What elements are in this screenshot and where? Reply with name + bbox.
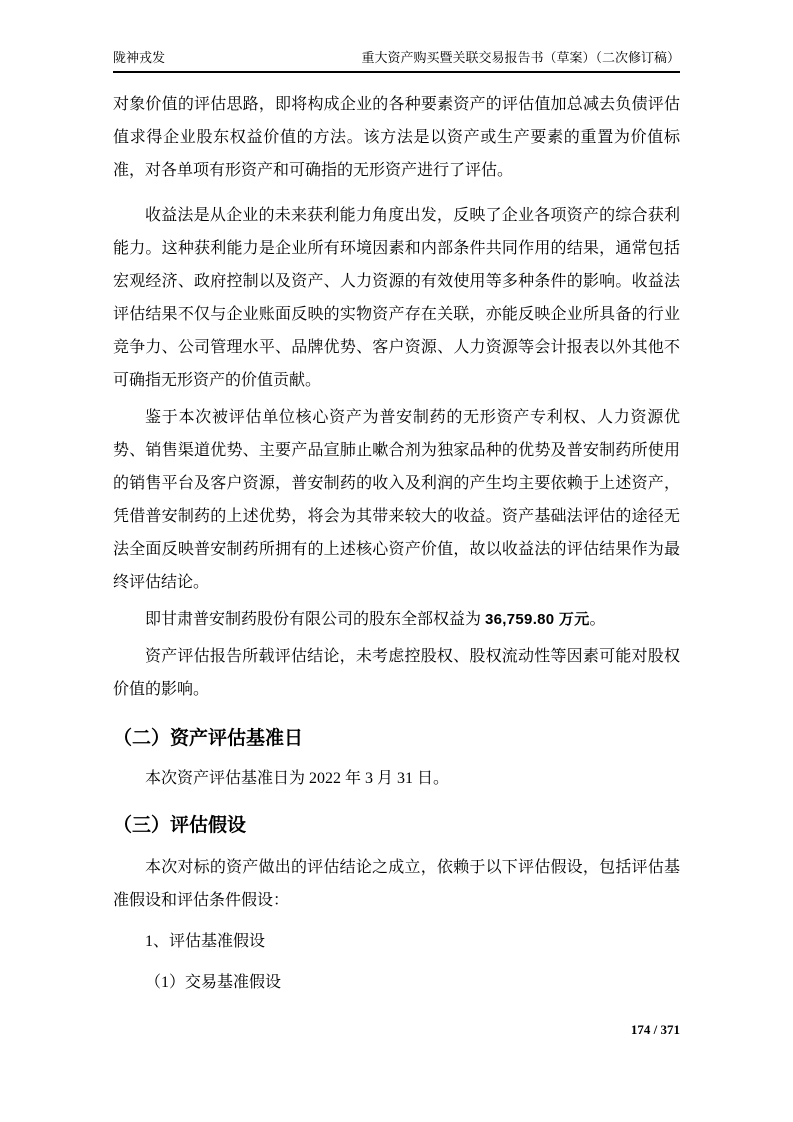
page-header xyxy=(113,0,680,73)
paragraph-report-note: 资产评估报告所载评估结论，未考虑控股权、股权流动性等因素可能对股权价值的影响。 xyxy=(113,648,680,698)
section-heading-valuation-base-date: （二）资产评估基准日 xyxy=(113,728,304,749)
equity-conclusion-prefix: 即甘肃普安制药股份有限公司的股东全部权益为 xyxy=(145,611,482,628)
header-company-short-name: 陇神戎发 xyxy=(113,50,166,65)
document-body xyxy=(113,88,680,999)
header-report-title: 重大资产购买暨关联交易报告书（草案）（二次修订稿） xyxy=(361,50,680,65)
equity-value: 36,759.80 万元 xyxy=(485,611,590,628)
list-item-basis-assumption: 1、评估基准假设 xyxy=(145,933,266,950)
section-heading-valuation-assumptions: （三）评估假设 xyxy=(113,815,247,836)
paragraph-assumptions-intro: 本次对标的资产做出的评估结论之成立，依赖于以下评估假设，包括评估基准假设和评估条件假设： xyxy=(113,859,680,909)
page-number: 174 / 371 xyxy=(630,1022,680,1037)
paragraph-core-assets: 鉴于本次被评估单位核心资产为普安制药的无形资产专利权、人力资源优势、销售渠道优势、主要产品宣肺止嗽合剂为独家品种的优势及普安制药所使用的销售平台及客户资源，普安制药的收入及利润的产生均主要依赖于上述资产，凭借普安制药的上述优势，将会为其带来较大的收益。资产基础法评估的途径无法全面反映普安制药所拥有的上述核心资产价值，故以收益法的评估结果作为最终评估结论。 xyxy=(113,409,680,591)
page-footer xyxy=(631,1022,680,1038)
list-item-transaction-basis-assumption: （1）交易基准假设 xyxy=(145,974,282,991)
equity-conclusion-suffix: 。 xyxy=(589,611,606,628)
paragraph-income-method: 收益法是从企业的未来获利能力角度出发，反映了企业各项资产的综合获利能力。这种获利能力是企业所有环境因素和内部条件共同作用的结果，通常包括宏观经济、政府控制以及资产、人力资源的有效使用等多种条件的影响。收益法评估结果不仅与企业账面反映的实物资产存在关联，亦能反映企业所具备的行业竞争力、公司管理水平、品牌优势、客户资源、人力资源等会计报表以外其他不可确指无形资产的价值贡献。 xyxy=(113,207,680,389)
paragraph-equity-conclusion xyxy=(113,603,680,636)
paragraph-base-date: 本次资产评估基准日为 2022 年 3 月 31 日。 xyxy=(145,770,450,787)
paragraph-asset-based-method-continuation: 对象价值的评估思路，即将构成企业的各种要素资产的评估值加总减去负债评估值求得企业股东权益价值的方法。该方法是以资产或生产要素的重置为价值标准，对各单项有形资产和可确指的无形资产进行了评估。 xyxy=(113,96,680,179)
